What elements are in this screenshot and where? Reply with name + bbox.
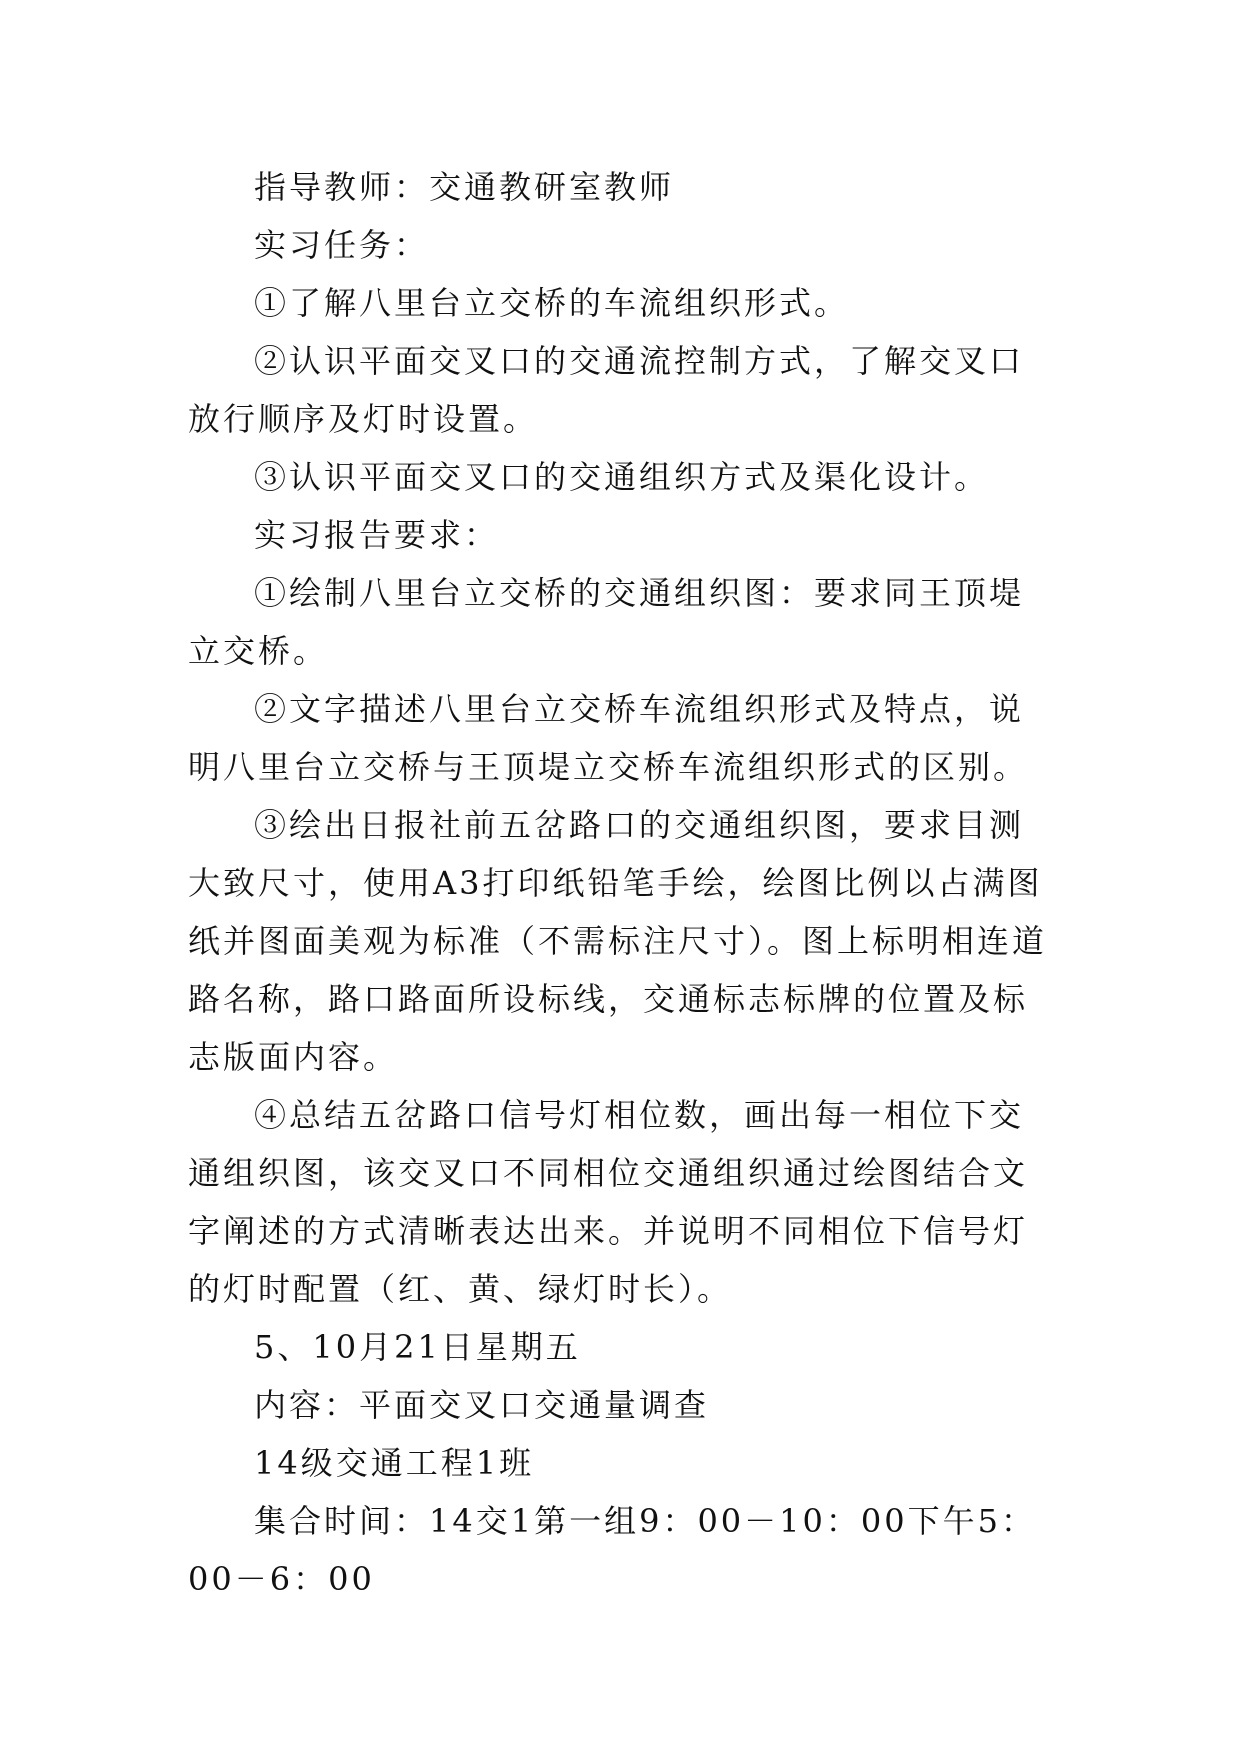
- document-body: [188, 158, 1058, 1608]
- report-item-3: ③绘出日报社前五岔路口的交通组织图，要求目测大致尺寸，使用A3打印纸铅笔手绘，绘图比例以占满图纸并图面美观为标准（不需标注尺寸）。图上标明相连道路名称，路口路面所设标线，交通标志标牌的位置及标志版面内容。: [188, 806, 1048, 1076]
- assembly-time-line: 集合时间：14交1第一组9：00－10：00下午5：00－6：00: [188, 1502, 1036, 1598]
- task-item-3: ③认识平面交叉口的交通组织方式及渠化设计。: [254, 458, 990, 496]
- task-heading: 实习任务：: [254, 226, 430, 264]
- report-item-4: ④总结五岔路口信号灯相位数，画出每一相位下交通组织图，该交叉口不同相位交通组织通过绘图结合文字阐述的方式清晰表达出来。并说明不同相位下信号灯的灯时配置（红、黄、绿灯时长）。: [188, 1096, 1029, 1308]
- content-line: 内容：平面交叉口交通量调查: [254, 1386, 710, 1424]
- date-heading: 5、10月21日星期五: [254, 1328, 581, 1366]
- report-heading: 实习报告要求：: [254, 516, 500, 554]
- task-item-2: ②认识平面交叉口的交通流控制方式，了解交叉口放行顺序及灯时设置。: [188, 342, 1025, 438]
- report-item-2: ②文字描述八里台立交桥车流组织形式及特点，说明八里台立交桥与王顶堤立交桥车流组织形式的区别。: [188, 690, 1029, 786]
- class-line: 14级交通工程1班: [254, 1444, 535, 1482]
- report-item-1: ①绘制八里台立交桥的交通组织图：要求同王顶堤立交桥。: [188, 574, 1025, 670]
- task-item-1: ①了解八里台立交桥的车流组织形式。: [254, 284, 850, 322]
- advisor-line: 指导教师：交通教研室教师: [254, 168, 675, 206]
